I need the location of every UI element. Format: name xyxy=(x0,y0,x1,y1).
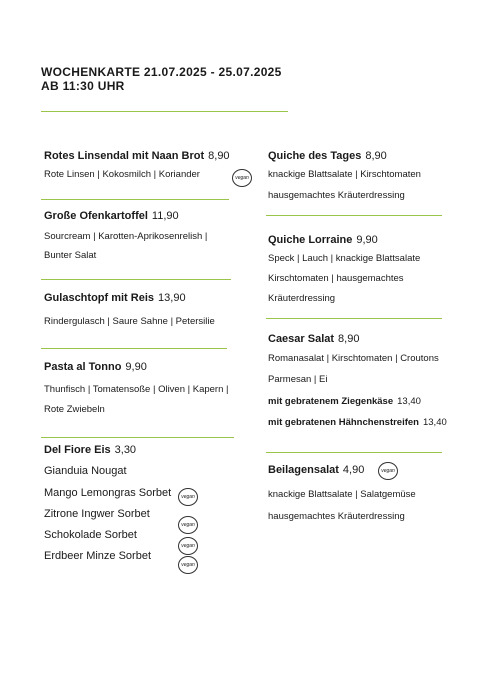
item-divider xyxy=(41,199,229,200)
item-extra: mit gebratenem Ziegenkäse 13,40 xyxy=(268,396,421,407)
item-description: Parmesan | Ei xyxy=(268,374,328,385)
item-price: 9,90 xyxy=(356,234,378,246)
ice-flavor: Mango Lemongras Sorbet xyxy=(44,487,172,499)
item-title: Quiche Lorraine 9,90 xyxy=(268,234,378,246)
item-description: Bunter Salat xyxy=(44,250,97,261)
vegan-icon: vegan xyxy=(178,537,198,555)
item-description: knackige Blattsalate | Kirschtomaten xyxy=(268,169,421,180)
item-description: hausgemachtes Kräuterdressing xyxy=(268,190,405,201)
vegan-icon: vegan xyxy=(232,169,252,187)
item-divider xyxy=(266,452,442,453)
item-title: Del Fiore Eis 3,30 xyxy=(44,444,137,456)
ice-flavor: Erdbeer Minze Sorbet xyxy=(44,550,151,562)
item-extra: mit gebratenen Hähnchenstreifen 13,40 xyxy=(268,417,447,428)
item-price: 3,30 xyxy=(114,444,137,456)
item-description: Sourcream | Karotten-Aprikosenrelish | xyxy=(44,231,208,242)
item-title: Große Ofenkartoffel 11,90 xyxy=(44,210,179,222)
week-range: WOCHENKARTE 21.07.2025 - 25.07.2025 xyxy=(41,65,282,79)
item-description: Kirschtomaten | hausgemachtes xyxy=(268,273,404,284)
item-title: Caesar Salat 8,90 xyxy=(268,333,360,345)
item-price: 11,90 xyxy=(151,210,179,222)
item-divider xyxy=(41,348,227,349)
item-price: 13,90 xyxy=(158,292,186,304)
item-extra-price: 13,40 xyxy=(397,396,421,407)
item-extra-price: 13,40 xyxy=(422,417,447,428)
opening-time: AB 11:30 UHR xyxy=(41,79,125,93)
item-divider xyxy=(41,279,231,280)
item-description: knackige Blattsalate | Salatgemüse xyxy=(268,489,416,500)
vegan-icon: vegan xyxy=(178,488,198,506)
item-description: Speck | Lauch | knackige Blattsalate xyxy=(268,253,421,264)
item-price: 8,90 xyxy=(338,333,360,345)
ice-flavor: Zitrone Ingwer Sorbet xyxy=(44,508,150,520)
item-title: Gulaschtopf mit Reis 13,90 xyxy=(44,292,186,304)
item-price: 8,90 xyxy=(365,150,387,162)
header-divider xyxy=(41,111,288,112)
ice-flavor: Gianduia Nougat xyxy=(44,465,127,477)
item-description: Romanasalat | Kirschtomaten | Croutons xyxy=(268,353,439,364)
item-description: Kräuterdressing xyxy=(268,293,336,304)
item-description: Thunfisch | Tomatensoße | Oliven | Kapern | xyxy=(44,384,229,395)
item-title: Quiche des Tages 8,90 xyxy=(268,150,387,162)
menu-header xyxy=(41,65,282,93)
vegan-icon: vegan xyxy=(178,556,198,574)
item-title: Rotes Linsendal mit Naan Brot 8,90 xyxy=(44,150,230,162)
vegan-icon: vegan xyxy=(178,516,198,534)
vegan-icon: vegan xyxy=(378,462,398,480)
item-divider xyxy=(266,318,442,319)
item-description: Rote Zwiebeln xyxy=(44,404,105,415)
ice-flavor: Schokolade Sorbet xyxy=(44,529,137,541)
item-description: hausgemachtes Kräuterdressing xyxy=(268,511,405,522)
item-description: Rindergulasch | Saure Sahne | Petersilie xyxy=(44,316,215,327)
item-title: Pasta al Tonno 9,90 xyxy=(44,361,147,373)
item-divider xyxy=(41,437,234,438)
item-price: 8,90 xyxy=(208,150,230,162)
item-price: 4,90 xyxy=(342,464,365,476)
item-title: Beilagensalat 4,90 xyxy=(268,464,365,476)
item-description: Rote Linsen | Kokosmilch | Koriander xyxy=(44,169,200,180)
item-divider xyxy=(266,215,442,216)
item-price: 9,90 xyxy=(125,361,147,373)
